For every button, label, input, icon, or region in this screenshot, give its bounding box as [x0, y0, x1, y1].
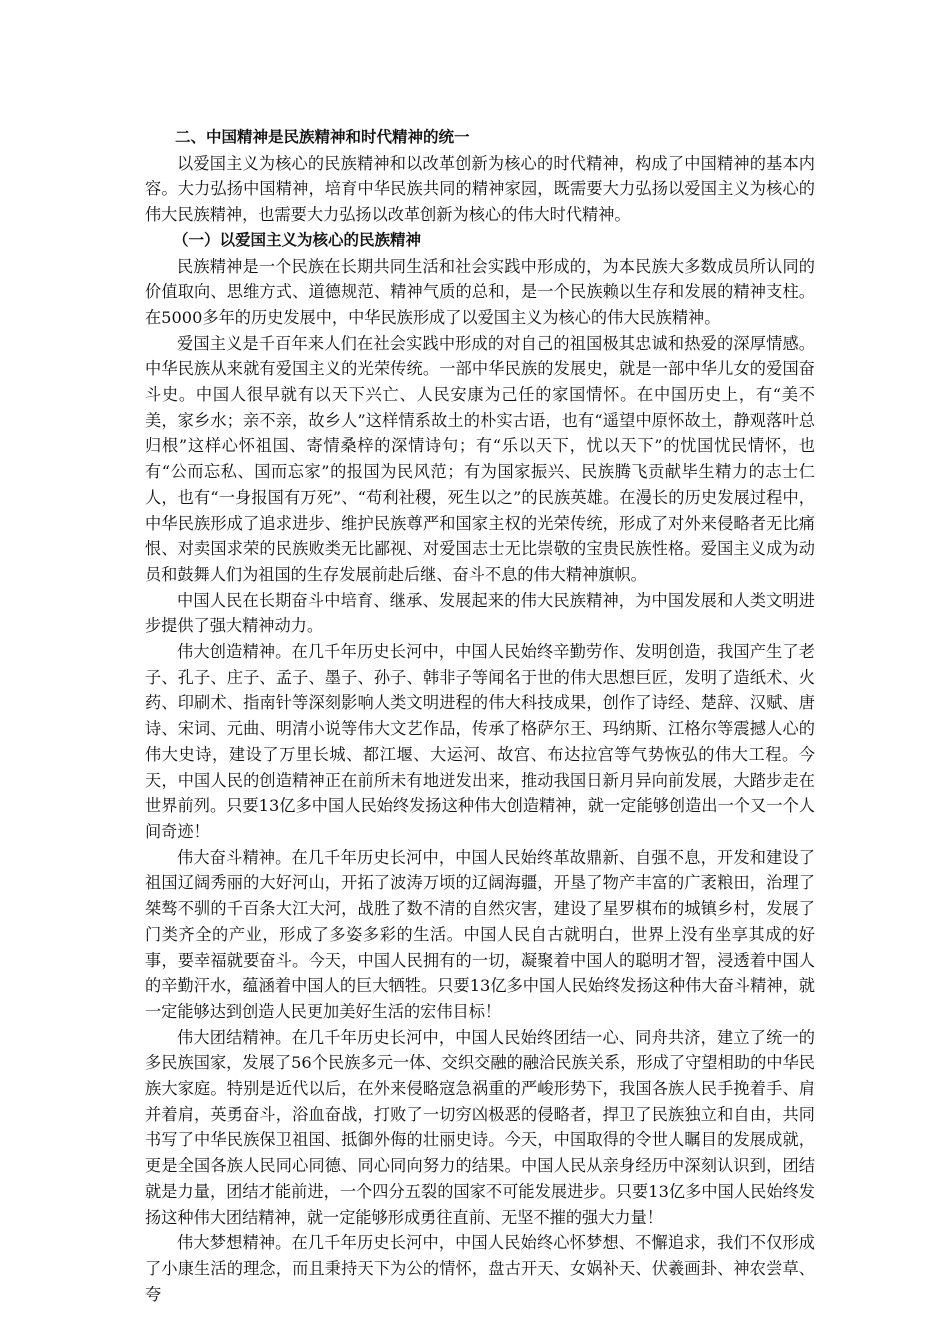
body-paragraph: 爱国主义是千百年来人们在社会实践中形成的对自己的祖国极其忠诚和热爱的深厚情感。中华民族从来就有爱国主义的光荣传统。一部中华民族的发展史，就是一部中华儿女的爱国奋斗史。中国人很早就有以天下兴亡、人民安康为己任的家国情怀。在中国历史上，有“美不美，家乡水；亲不亲，故乡人”这样情系故土的朴实古语，也有“遥望中原怀故土，静观落叶总归根”这样心怀祖国、寄情桑梓的深情诗句；有“乐以天下，忧以天下”的忧国忧民情怀，也有“公而忘私、国而忘家”的报国为民风范；有为国家振兴、民族腾飞贡献毕生精力的志士仁人，也有“一身报国有万死”、“苟利社稷，死生以之”的民族英雄。在漫长的历史发展过程中，中华民族形成了追求进步、维护民族尊严和国家主权的光荣传统，形成了对外来侵略者无比痛恨、对卖国求荣的民族败类无比鄙视、对爱国志士无比崇敬的宝贵民族性格。爱国主义成为动员和鼓舞人们为祖国的生存发展前赴后继、奋斗不息的伟大精神旗帜。 — [145, 333, 815, 584]
section-heading: 二、中国精神是民族精神和时代精神的统一 — [175, 128, 470, 146]
body-paragraph: 伟大梦想精神。在几千年历史长河中，中国人民始终心怀梦想、不懈追求，我们不仅形成了小康生活的理念，而且秉持天下为公的情怀，盘古开天、女娲补天、伏羲画卦、神农尝草、夸 — [145, 1233, 815, 1304]
body-paragraph: 民族精神是一个民族在长期共同生活和社会实践中形成的，为本民族大多数成员所认同的价值取向、思维方式、道德规范、精神气质的总和，是一个民族赖以生存和发展的精神支柱。在5000多年的历史发展中，中华民族形成了以爱国主义为核心的伟大民族精神。 — [145, 256, 815, 327]
body-paragraph: 中国人民在长期奋斗中培育、继承、发展起来的伟大民族精神，为中国发展和人类文明进步提供了强大精神动力。 — [145, 590, 815, 636]
body-paragraph: 伟大创造精神。在几千年历史长河中，中国人民始终辛勤劳作、发明创造，我国产生了老子、孔子、庄子、孟子、墨子、孙子、韩非子等闻名于世的伟大思想巨匠，发明了造纸术、火药、印刷术、指南针等深刻影响人类文明进程的伟大科技成果，创作了诗经、楚辞、汉赋、唐诗、宋词、元曲、明清小说等伟大文艺作品，传承了格萨尔王、玛纳斯、江格尔等震撼人心的伟大史诗，建设了万里长城、都江堰、大运河、故宫、布达拉宫等气势恢弘的伟大工程。今天，中国人民的创造精神正在前所未有地迸发出来，推动我国日新月异向前发展，大踏步走在世界前列。只要13亿多中国人民始终发扬这种伟大创造精神，就一定能够创造出一个又一个人间奇迹！ — [145, 642, 815, 841]
document-page — [145, 125, 815, 1307]
subsection-heading: （一）以爱国主义为核心的民族精神 — [173, 230, 422, 249]
body-paragraph: 伟大团结精神。在几千年历史长河中，中国人民始终团结一心、同舟共济，建立了统一的多民族国家，发展了56个民族多元一体、交织交融的融洽民族关系，形成了守望相助的中华民族大家庭。特别是近代以后，在外来侵略寇急祸重的严峻形势下，我国各族人民手挽着手、肩并着肩，英勇奋斗，浴血奋战，打败了一切穷凶极恶的侵略者，捍卫了民族独立和自由，共同书写了中华民族保卫祖国、抵御外侮的壮丽史诗。今天，中国取得的令世人瞩目的发展成就，更是全国各族人民同心同德、同心同向努力的结果。中国人民从亲身经历中深刻认识到，团结就是力量，团结才能前进，一个四分五裂的国家不可能发展进步。只要13亿多中国人民始终发扬这种伟大团结精神，就一定能够形成勇往直前、无坚不摧的强大力量！ — [145, 1027, 815, 1227]
intro-paragraph: 以爱国主义为核心的民族精神和以改革创新为核心的时代精神，构成了中国精神的基本内容。大力弘扬中国精神，培育中华民族共同的精神家园，既需要大力弘扬以爱国主义为核心的伟大民族精神，也需要大力弘扬以改革创新为核心的伟大时代精神。 — [145, 153, 815, 225]
body-paragraph: 伟大奋斗精神。在几千年历史长河中，中国人民始终革故鼎新、自强不息，开发和建设了祖国辽阔秀丽的大好河山，开拓了波涛万顷的辽阔海疆，开垦了物产丰富的广袤粮田，治理了桀骜不驯的千百条大江大河，战胜了数不清的自然灾害，建设了星罗棋布的城镇乡村，发展了门类齐全的产业，形成了多姿多彩的生活。中国人民自古就明白，世界上没有坐享其成的好事，要幸福就要奋斗。今天，中国人民拥有的一切，凝聚着中国人的聪明才智，浸透着中国人的辛勤汗水，蕴涵着中国人的巨大牺牲。只要13亿多中国人民始终发扬这种伟大奋斗精神，就一定能够达到创造人民更加美好生活的宏伟目标！ — [145, 847, 815, 1021]
